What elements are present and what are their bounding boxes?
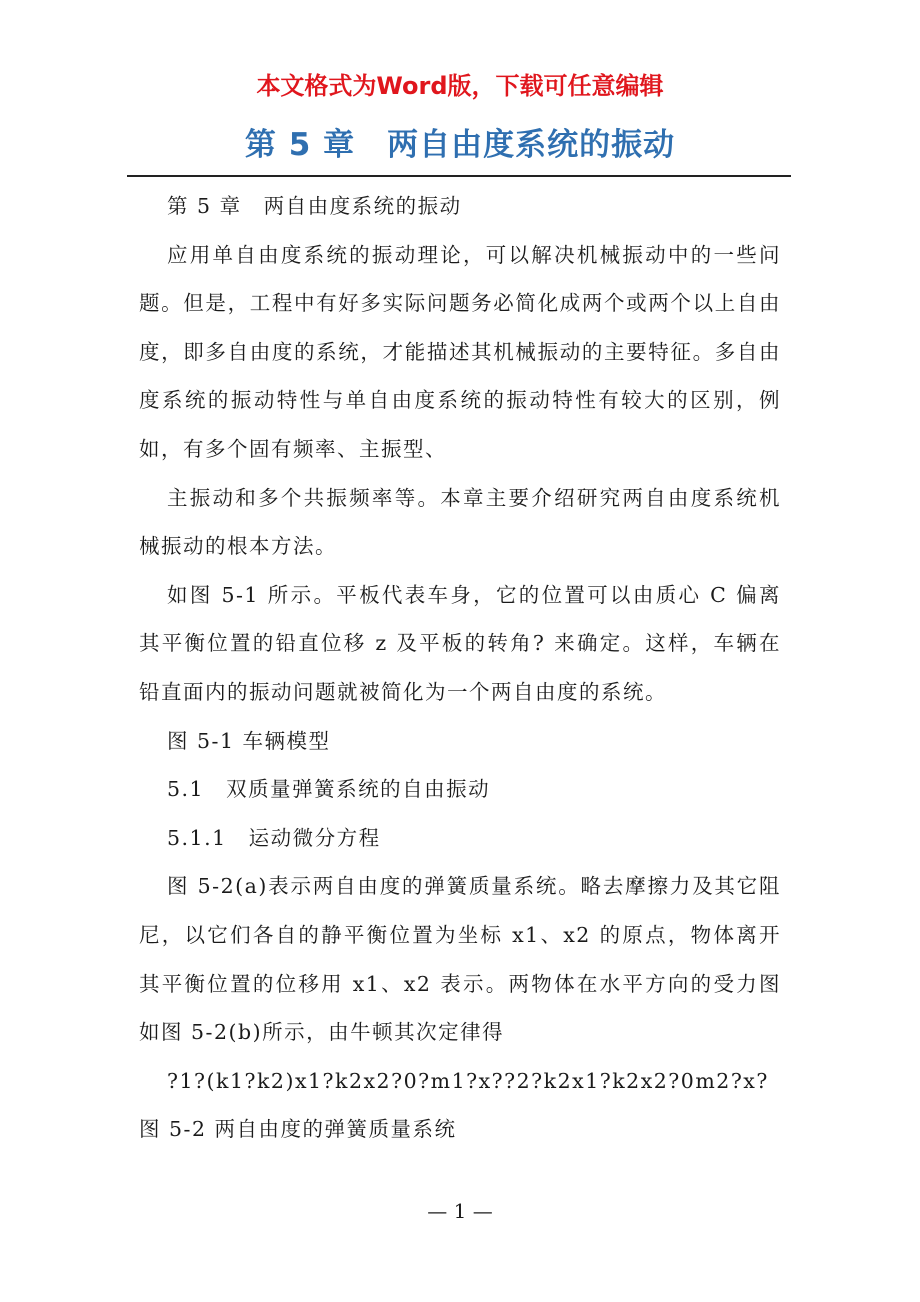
figure-caption-5-1: 图 5-1 车辆模型 — [167, 728, 331, 753]
download-banner: 本文格式为Word版，下载可任意编辑 — [256, 72, 664, 100]
paragraph-intro-cont: 主振动和多个共振频率等。本章主要介绍研究两自由度系统机械振动的根本方法。 — [139, 485, 781, 559]
paragraph-chapter-heading: 第 5 章 两自由度系统的振动 — [167, 194, 462, 218]
section-heading-5-1-1: 5.1.1 运动微分方程 — [167, 825, 381, 850]
paragraph-spring-mass: 图 5-2(a)表示两自由度的弹簧质量系统。略去摩擦力及其它阻尼，以它们各自的静平衡位置为坐标 x1、x2 的原点，物体离开其平衡位置的位移用 x1、x2 表示。两物体在水平方向的受力图如图 5-2(b)所示，由牛顿其次定律得 — [139, 874, 781, 1045]
page-number: — 1 — — [427, 1199, 493, 1223]
title-divider — [127, 175, 791, 177]
section-heading-5-1: 5.1 双质量弹簧系统的自由振动 — [167, 777, 491, 802]
document-body — [139, 182, 781, 1154]
paragraph-intro: 应用单自由度系统的振动理论，可以解决机械振动中的一些问题。但是，工程中有好多实际问题务必简化成两个或两个以上自由度，即多自由度的系统，才能描述其机械振动的主要特征。多自由度系统的振动特性与单自由度系统的振动特性有较大的区别，例如，有多个固有频率、主振型、 — [139, 242, 781, 461]
paragraph-vehicle-model: 如图 5-1 所示。平板代表车身，它的位置可以由质心 C 偏离其平衡位置的铅直位移 z 及平板的转角? 来确定。这样，车辆在铅直面内的振动问题就被简化为一个两自由度的系统。 — [139, 582, 781, 704]
paragraph-equation: ?1?(k1?k2)x1?k2x2?0?m1?x??2?k2x1?k2x2?0m2?x?图 5-2 两自由度的弹簧质量系统 — [139, 1068, 769, 1142]
chapter-title: 第 5 章 两自由度系统的振动 — [244, 127, 676, 163]
